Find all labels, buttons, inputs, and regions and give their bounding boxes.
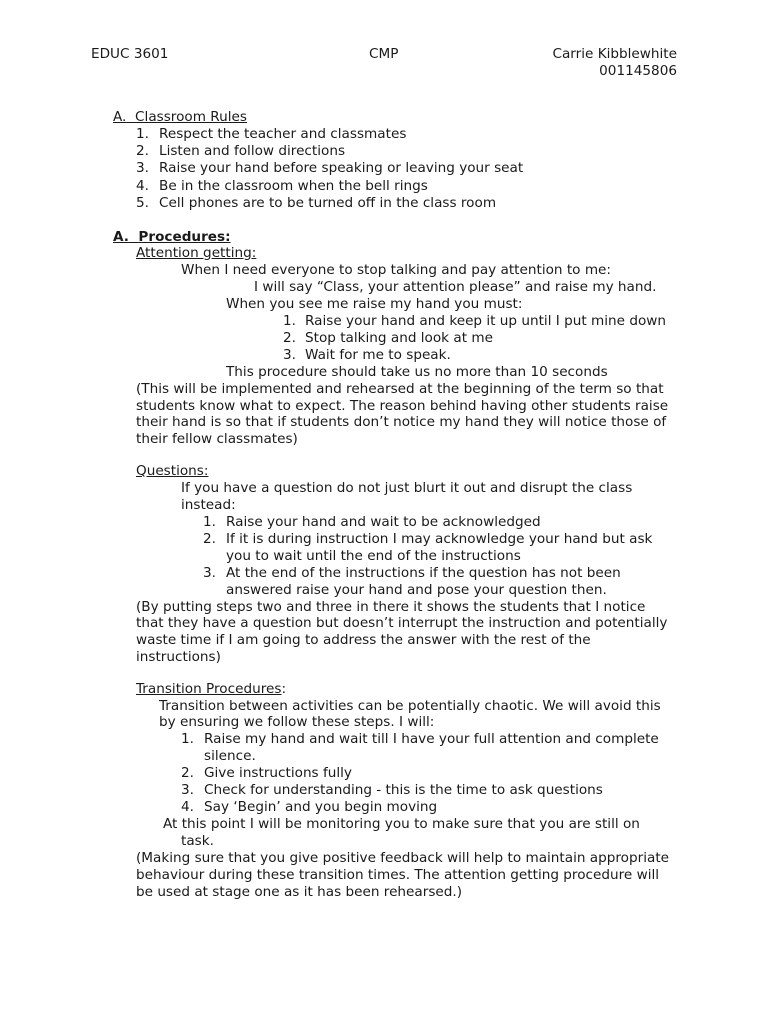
rule-item: Be in the classroom when the bell rings <box>159 178 428 194</box>
procedures-heading-text: Procedures: <box>138 229 231 245</box>
transition-title <box>136 681 286 698</box>
transition-intro-line: Transition between activities can be potentially chaotic. We will avoid this <box>159 698 661 714</box>
questions-rationale-line: that they have a question but doesn’t interrupt the instruction and potentially <box>136 615 668 631</box>
transition-step: Give instructions fully <box>204 765 352 781</box>
questions-intro-line: instead: <box>181 497 236 513</box>
procedures-marker: A. <box>113 229 129 245</box>
questions-step-number: 3. <box>203 565 216 581</box>
attention-step-number: 3. <box>283 347 296 363</box>
rule-number: 1. <box>136 126 149 142</box>
header-course: EDUC 3601 <box>91 46 169 62</box>
transition-step-number: 3. <box>181 782 194 798</box>
transition-rationale-line: (Making sure that you give positive feedback will help to maintain appropriate <box>136 850 670 866</box>
questions-step: If it is during instruction I may acknowledge your hand but ask <box>226 531 653 547</box>
questions-rationale-line: (By putting steps two and three in there it shows the students that I notice <box>136 599 646 615</box>
transition-step: Raise my hand and wait till I have your full attention and complete <box>204 731 659 747</box>
transition-step-number: 2. <box>181 765 194 781</box>
rule-item: Cell phones are to be turned off in the class room <box>159 195 497 211</box>
header-doc-title: CMP <box>369 46 399 62</box>
attention-say: I will say “Class, your attention please” and raise my hand. <box>254 279 657 295</box>
questions-step-number: 1. <box>203 514 216 530</box>
rule-number: 3. <box>136 160 149 176</box>
transition-title-text: Transition Procedures <box>136 681 282 697</box>
attention-step-number: 2. <box>283 330 296 346</box>
rule-number: 2. <box>136 143 149 159</box>
transition-monitor-line: task. <box>181 833 214 849</box>
attention-intro: When I need everyone to stop talking and pay attention to me: <box>181 262 612 278</box>
rules-heading-text: Classroom Rules <box>135 109 247 125</box>
attention-step: Raise your hand and keep it up until I put mine down <box>305 313 667 329</box>
questions-title: Questions: <box>136 463 209 479</box>
questions-step-continued: you to wait until the end of the instructions <box>226 548 521 564</box>
attention-step: Wait for me to speak. <box>305 347 451 363</box>
attention-step-number: 1. <box>283 313 296 329</box>
transition-title-colon: : <box>281 681 287 697</box>
attention-step: Stop talking and look at me <box>305 330 493 346</box>
questions-rationale-line: instructions) <box>136 649 221 665</box>
transition-step-continued: silence. <box>204 748 256 764</box>
attention-rationale-line: students know what to expect. The reason behind having other students raise <box>136 398 669 414</box>
rule-number: 4. <box>136 178 149 194</box>
attention-time: This procedure should take us no more than 10 seconds <box>226 364 608 380</box>
attention-title: Attention getting: <box>136 245 257 261</box>
attention-must: When you see me raise my hand you must: <box>226 296 523 312</box>
rules-heading <box>113 109 247 126</box>
rule-item: Respect the teacher and classmates <box>159 126 407 142</box>
rules-marker: A. <box>113 109 127 125</box>
rule-item: Raise your hand before speaking or leaving your seat <box>159 160 524 176</box>
transition-monitor-line: At this point I will be monitoring you to make sure that you are still on <box>163 816 640 832</box>
rule-item: Listen and follow directions <box>159 143 346 159</box>
attention-rationale-line: (This will be implemented and rehearsed at the beginning of the term so that <box>136 381 664 397</box>
questions-rationale-line: waste time if I am going to address the answer with the rest of the <box>136 632 591 648</box>
questions-step: At the end of the instructions if the question has not been <box>226 565 621 581</box>
attention-rationale-line: their hand is so that if students don’t notice my hand they will notice those of <box>136 414 667 430</box>
transition-rationale-line: behaviour during these transition times. The attention getting procedure will <box>136 867 660 883</box>
questions-step-continued: answered raise your hand and pose your question then. <box>226 582 607 598</box>
questions-step-number: 2. <box>203 531 216 547</box>
header-student-id: 001145806 <box>599 63 677 79</box>
rule-number: 5. <box>136 195 149 211</box>
transition-step: Check for understanding - this is the time to ask questions <box>204 782 603 798</box>
transition-step-number: 4. <box>181 799 194 815</box>
transition-step: Say ‘Begin’ and you begin moving <box>204 799 438 815</box>
header-author: Carrie Kibblewhite <box>552 46 677 62</box>
questions-step: Raise your hand and wait to be acknowledged <box>226 514 541 530</box>
procedures-heading <box>113 229 231 246</box>
transition-rationale-line: be used at stage one as it has been rehearsed.) <box>136 884 463 900</box>
transition-step-number: 1. <box>181 731 194 747</box>
transition-intro-line: by ensuring we follow these steps. I will: <box>159 714 435 730</box>
attention-rationale-line: their fellow classmates) <box>136 431 298 447</box>
questions-intro-line: If you have a question do not just blurt it out and disrupt the class <box>181 480 633 496</box>
